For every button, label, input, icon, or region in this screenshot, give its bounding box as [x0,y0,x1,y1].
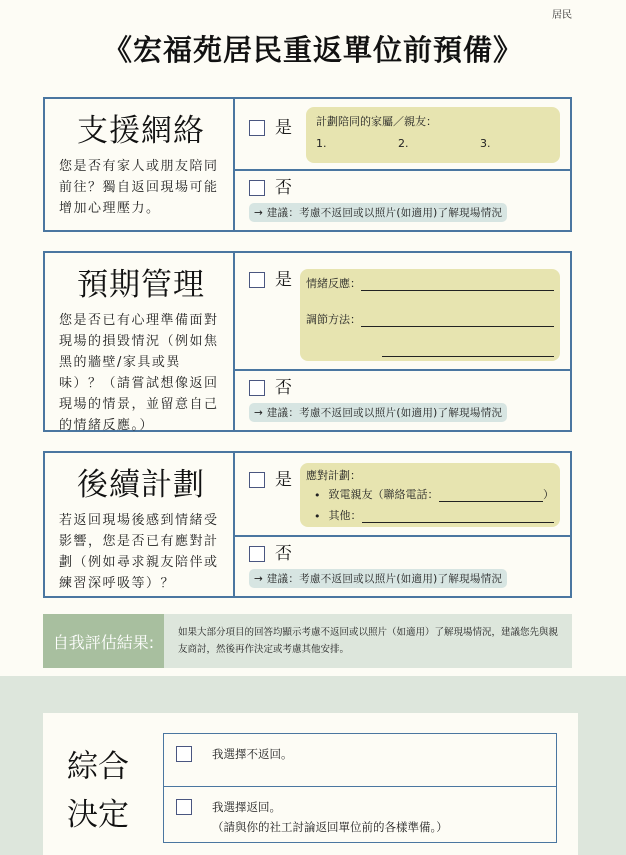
section-support-network [43,97,572,232]
yes-checkbox[interactable] [249,120,265,136]
section-heading: 預期管理 [77,267,205,303]
section-follow-up-plan [43,451,572,598]
yes-row [235,253,570,371]
no-checkbox[interactable] [249,180,265,196]
section-description: 您是否已有心理準備面對現場的損毀情況（例如焦黑的牆壁/家具或異味）？（請嘗試想像返回現場的情景，並留意自己的情緒反應。） [59,313,219,433]
companion-plan-box [306,107,560,163]
section-description: 您是否有家人或朋友陪同前往？獨自返回現場可能增加心理壓力。 [59,159,219,216]
return-note: （請與你的社工討論返回單位前的各樣準備。） [212,820,448,834]
coping-plan-title: 應對計劃： [306,469,361,482]
no-row [235,171,570,222]
decision-heading-line1: 綜合 [67,749,129,785]
bullet-icon: • [314,489,321,502]
option-not-return[interactable] [164,734,556,786]
self-assessment-result [43,614,572,668]
yes-row [235,99,570,171]
result-text: 如果大部分項目的回答均顯示考慮不返回或以照片（如適用）了解現場情況，建議您先與親友商討，然後再作決定或考慮其他安排。 [178,627,559,655]
no-label: 否 [275,378,292,398]
page-title: 《宏福苑居民重返單位前預備》 [102,33,523,67]
section-question [45,453,235,596]
no-checkbox[interactable] [249,380,265,396]
contact-phone-input[interactable] [439,490,544,502]
no-label: 否 [275,178,292,198]
companion-plan-title: 計劃陪同的家屬／親友： [316,115,437,128]
yes-label: 是 [275,470,292,490]
emotion-reaction-label: 情緒反應： [306,277,361,290]
companion-field-3[interactable]: 3. [480,137,491,150]
section-question [45,99,235,230]
companion-field-1[interactable]: 1. [316,137,327,150]
return-checkbox[interactable] [176,799,192,815]
decision-heading-line2: 決定 [67,797,129,833]
coping-plan-box [300,463,560,527]
emotion-plan-box [300,269,560,361]
other-label: 其他： [328,509,362,522]
advice-note: → 建議：考慮不返回或以照片(如適用)了解現場情況 [249,569,507,588]
advice-note: → 建議：考慮不返回或以照片(如適用)了解現場情況 [249,203,507,222]
not-return-label: 我選擇不返回。 [212,747,293,761]
coping-method-label: 調節方法： [306,313,361,326]
call-contact-label: 致電親友（聯絡電話： [328,488,439,501]
section-heading: 支援網絡 [77,113,205,149]
other-input[interactable] [362,511,555,523]
return-label: 我選擇返回。 [212,800,281,814]
final-decision [43,713,578,855]
not-return-checkbox[interactable] [176,746,192,762]
decision-heading [67,743,129,839]
call-contact-end: ） [543,488,554,501]
yes-label: 是 [275,270,292,290]
yes-checkbox[interactable] [249,472,265,488]
coping-method-input[interactable] [361,315,554,327]
result-label: 自我評估結果: [43,614,164,668]
coping-method-input-2[interactable] [382,345,554,357]
no-row [235,371,570,422]
companion-field-2[interactable]: 2. [398,137,409,150]
option-return[interactable] [164,786,556,847]
emotion-reaction-input[interactable] [361,279,554,291]
yes-row [235,453,570,537]
no-checkbox[interactable] [249,546,265,562]
no-label: 否 [275,544,292,564]
no-row [235,537,570,588]
section-heading: 後續計劃 [77,467,205,503]
bullet-icon: • [314,510,321,523]
audience-tag: 居民 [552,10,572,21]
section-description: 若返回現場後感到情緒受影響，您是否已有應對計劃（例如尋求親友陪伴或練習深呼吸等）？ [59,513,219,591]
yes-label: 是 [275,118,292,138]
section-question [45,253,235,433]
advice-note: → 建議：考慮不返回或以照片(如適用)了解現場情況 [249,403,507,422]
decision-options [163,733,557,843]
yes-checkbox[interactable] [249,272,265,288]
section-expectation-management [43,251,572,432]
